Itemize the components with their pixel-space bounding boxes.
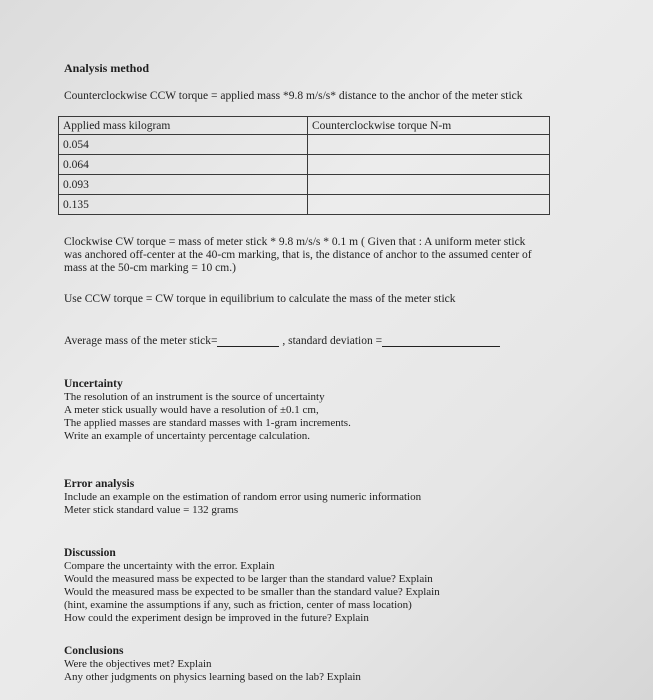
average-mass-label: Average mass of the meter stick= (64, 335, 218, 347)
clockwise-line: was anchored off-center at the 40-cm marking, that is, the distance of anchor to the assumed center of (64, 249, 532, 261)
average-mass-row (64, 335, 500, 347)
table-row (59, 175, 550, 195)
standard-deviation-label: , standard deviation = (282, 335, 383, 347)
clockwise-torque-paragraph (64, 236, 532, 275)
discussion-line: Would the measured mass be expected to be smaller than the standard value? Explain (64, 586, 440, 598)
uncertainty-line: The resolution of an instrument is the source of uncertainty (64, 391, 325, 403)
table-header-applied-mass: Applied mass kilogram (59, 117, 308, 135)
uncertainty-heading: Uncertainty (64, 378, 123, 390)
table-cell-mass: 0.054 (59, 135, 308, 155)
discussion-line: Compare the uncertainty with the error. Explain (64, 560, 275, 572)
equilibrium-note: Use CCW torque = CW torque in equilibrium to calculate the mass of the meter stick (64, 293, 456, 305)
table-row (59, 155, 550, 175)
analysis-heading: Analysis method (64, 61, 150, 75)
conclusions-section (64, 645, 361, 684)
average-mass-blank[interactable] (217, 346, 279, 347)
standard-deviation-blank[interactable] (382, 346, 500, 347)
table-row (59, 135, 550, 155)
table-cell-mass: 0.135 (59, 195, 308, 215)
conclusions-line: Any other judgments on physics learning based on the lab? Explain (64, 671, 361, 683)
error-analysis-line: Meter stick standard value = 132 grams (64, 504, 239, 516)
table-cell-torque (308, 135, 550, 155)
conclusions-heading: Conclusions (64, 645, 124, 657)
table-cell-torque (308, 195, 550, 215)
table-cell-mass: 0.064 (59, 155, 308, 175)
table-header-row (59, 117, 550, 135)
discussion-section (64, 547, 440, 625)
uncertainty-section (64, 378, 351, 443)
clockwise-line: Clockwise CW torque = mass of meter stick * 9.8 m/s/s * 0.1 m ( Given that : A uniform meter stick (64, 236, 526, 248)
table-header-ccw-torque: Counterclockwise torque N-m (308, 117, 550, 135)
table-cell-torque (308, 155, 550, 175)
error-analysis-section (64, 478, 421, 517)
error-analysis-heading: Error analysis (64, 478, 135, 490)
table-cell-mass: 0.093 (59, 175, 308, 195)
uncertainty-line: The applied masses are standard masses with 1-gram increments. (64, 417, 351, 429)
discussion-heading: Discussion (64, 547, 116, 559)
clockwise-line: mass at the 50-cm marking = 10 cm.) (64, 262, 236, 274)
error-analysis-line: Include an example on the estimation of random error using numeric information (64, 491, 422, 503)
conclusions-line: Were the objectives met? Explain (64, 658, 212, 670)
uncertainty-line: Write an example of uncertainty percentage calculation. (64, 430, 311, 442)
discussion-line: (hint, examine the assumptions if any, such as friction, center of mass location) (64, 599, 412, 611)
discussion-line: Would the measured mass be expected to be larger than the standard value? Explain (64, 573, 433, 585)
ccw-formula: Counterclockwise CCW torque = applied mass *9.8 m/s/s* distance to the anchor of the meter stick (64, 90, 523, 102)
discussion-line: How could the experiment design be improved in the future? Explain (64, 612, 369, 624)
table-row (59, 195, 550, 215)
table-cell-torque (308, 175, 550, 195)
uncertainty-line: A meter stick usually would have a resolution of ±0.1 cm, (64, 404, 319, 416)
mass-torque-table (58, 116, 550, 215)
